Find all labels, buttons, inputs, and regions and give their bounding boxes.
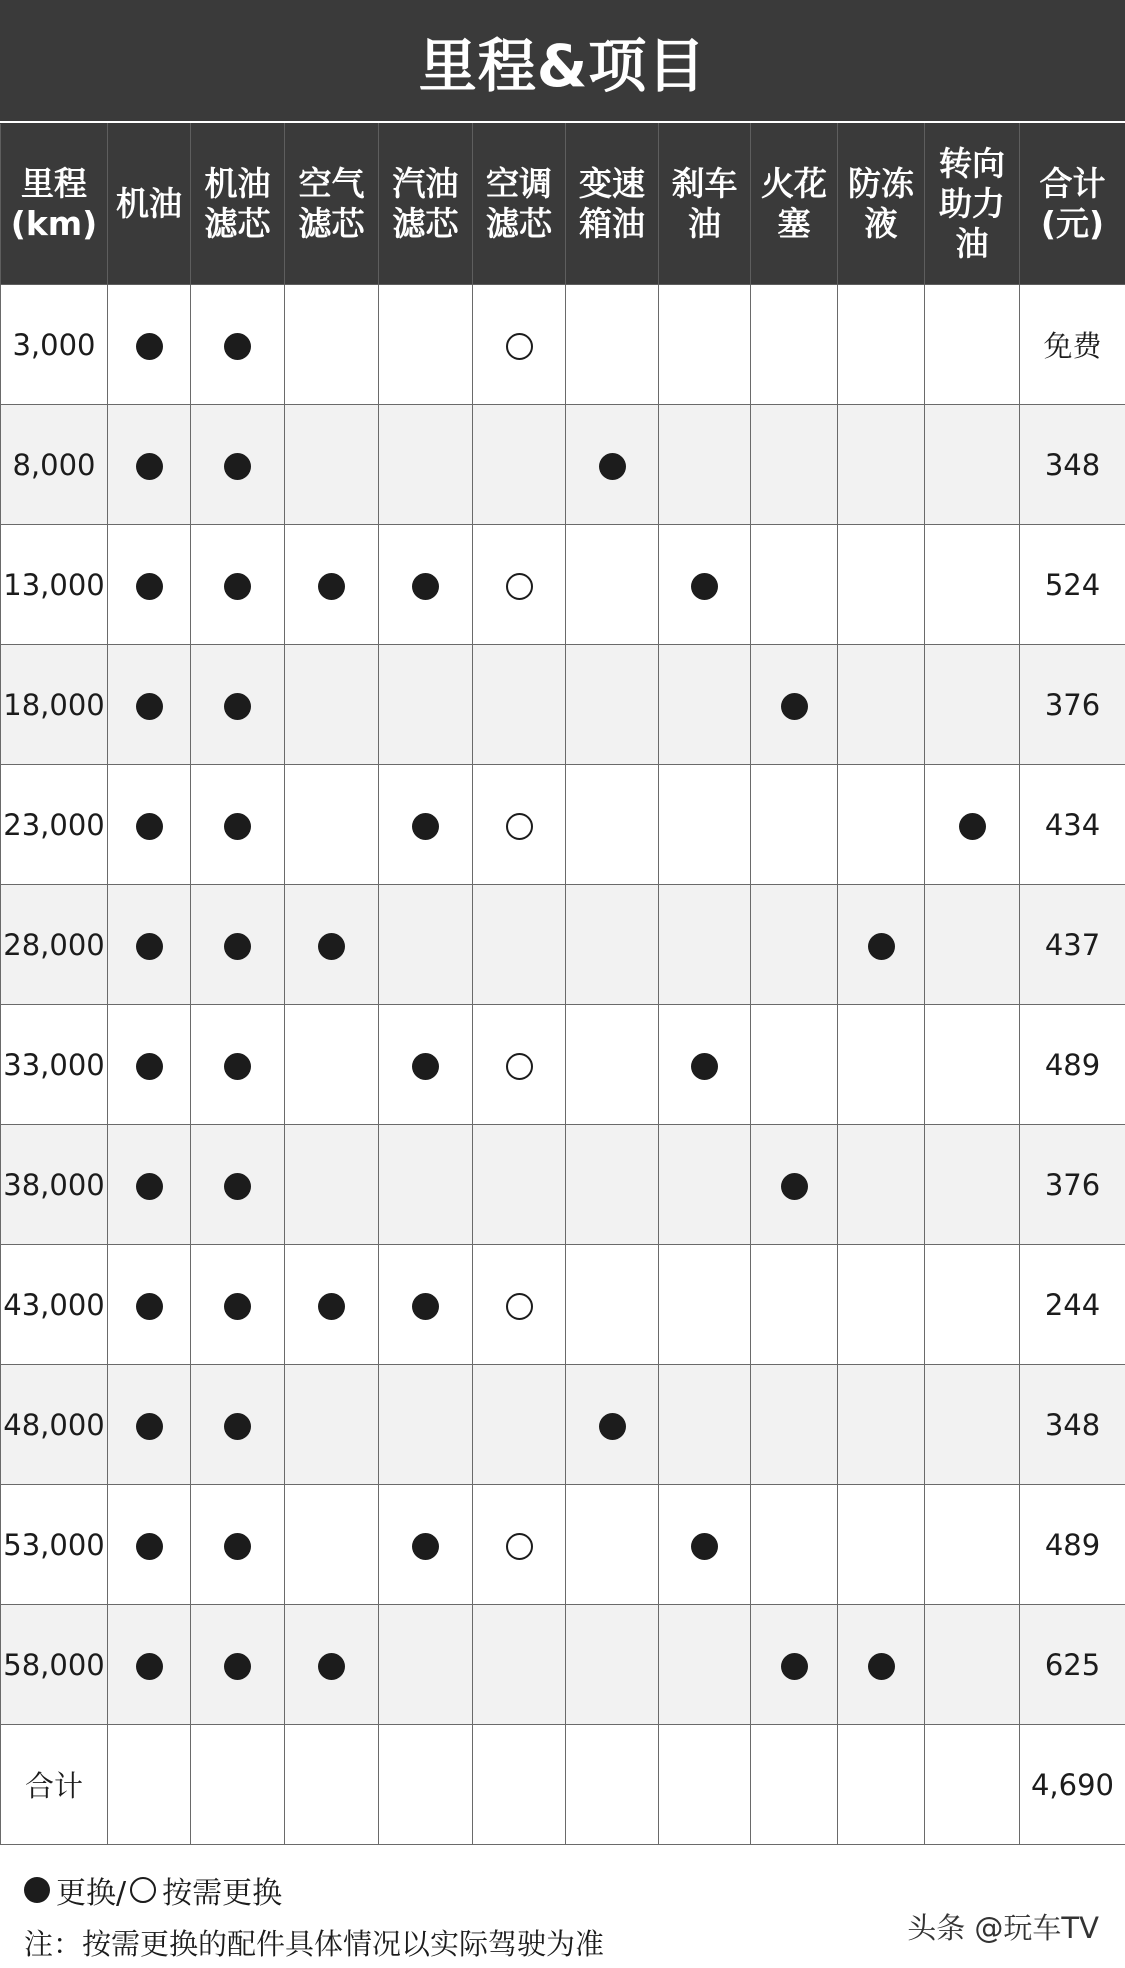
item-cell: [191, 645, 285, 765]
table-row: [1, 525, 1125, 645]
item-cell: [379, 645, 473, 765]
item-cell: [108, 1605, 191, 1725]
item-cell: [751, 765, 838, 885]
filled-circle-icon: [224, 333, 251, 360]
filled-circle-icon: [868, 933, 895, 960]
item-cell: [838, 645, 925, 765]
item-cell: [108, 1125, 191, 1245]
item-cell: [191, 765, 285, 885]
item-cell: [285, 1245, 379, 1365]
filled-circle-icon: [224, 1533, 251, 1560]
item-cell: [191, 1125, 285, 1245]
item-cell: [838, 1005, 925, 1125]
item-cell: [659, 645, 751, 765]
item-cell: [659, 525, 751, 645]
cost-cell: 免费: [1020, 285, 1125, 405]
filled-circle-icon: [599, 453, 626, 480]
header-row: [1, 124, 1125, 285]
item-cell: [566, 285, 659, 405]
item-cell: [473, 405, 566, 525]
legend: [24, 1868, 282, 1912]
item-cell: [925, 645, 1020, 765]
column-header-line: 滤芯: [486, 204, 552, 243]
item-cell: [108, 1485, 191, 1605]
column-header-line: 机油: [204, 164, 271, 203]
legend-empty-label: 按需更换: [162, 1876, 283, 1911]
column-header: [379, 124, 473, 285]
cost-cell: 376: [1020, 645, 1125, 765]
table-row: [1, 405, 1125, 525]
column-header: [1, 124, 108, 285]
cost-cell: 376: [1020, 1125, 1125, 1245]
filled-circle-icon: [136, 1053, 163, 1080]
filled-circle-icon: [224, 1053, 251, 1080]
filled-circle-icon: [691, 1053, 718, 1080]
filled-circle-icon: [224, 693, 251, 720]
item-cell: [191, 1005, 285, 1125]
item-cell: [838, 405, 925, 525]
item-cell: [566, 645, 659, 765]
item-cell: [191, 1365, 285, 1485]
filled-circle-icon: [318, 933, 345, 960]
item-cell: [108, 405, 191, 525]
item-cell: [751, 885, 838, 1005]
item-cell: [751, 1125, 838, 1245]
cost-cell: 434: [1020, 765, 1125, 885]
item-cell: [285, 1125, 379, 1245]
item-cell: [473, 765, 566, 885]
item-cell: [925, 1005, 1020, 1125]
column-header-line: 助力: [939, 184, 1005, 223]
item-cell: [566, 765, 659, 885]
filled-circle-icon: [412, 813, 439, 840]
item-cell: [925, 1245, 1020, 1365]
table-row: [1, 645, 1125, 765]
cost-cell: 348: [1020, 1365, 1125, 1485]
cost-cell: 437: [1020, 885, 1125, 1005]
column-header-line: 合计: [1039, 164, 1106, 203]
item-cell: [473, 1725, 566, 1845]
column-header-line: 空气: [298, 164, 365, 203]
filled-circle-icon: [136, 1413, 163, 1440]
item-cell: [285, 1725, 379, 1845]
item-cell: [379, 1605, 473, 1725]
column-header-line: 变速: [579, 164, 645, 203]
hollow-circle-icon: [506, 573, 533, 600]
item-cell: [838, 1365, 925, 1485]
column-header-line: 机油: [116, 184, 182, 223]
filled-circle-icon: [781, 693, 808, 720]
item-cell: [566, 1605, 659, 1725]
filled-circle-icon: [136, 1653, 163, 1680]
filled-circle-icon: [412, 573, 439, 600]
mileage-cell: 53,000: [1, 1485, 108, 1605]
filled-circle-icon: [691, 573, 718, 600]
mileage-cell: 3,000: [1, 285, 108, 405]
column-header: [108, 124, 191, 285]
item-cell: [379, 1245, 473, 1365]
column-header: [1020, 124, 1125, 285]
item-cell: [566, 885, 659, 1005]
item-cell: [191, 1245, 285, 1365]
filled-circle-icon: [224, 1413, 251, 1440]
item-cell: [751, 405, 838, 525]
item-cell: [659, 405, 751, 525]
item-cell: [751, 1725, 838, 1845]
item-cell: [659, 1605, 751, 1725]
cost-cell: 625: [1020, 1605, 1125, 1725]
item-cell: [473, 525, 566, 645]
column-header-line: 塞: [777, 204, 811, 243]
table-row: [1, 1005, 1125, 1125]
item-cell: [108, 1245, 191, 1365]
item-cell: [925, 285, 1020, 405]
item-cell: [285, 885, 379, 1005]
mileage-cell: 13,000: [1, 525, 108, 645]
item-cell: [566, 405, 659, 525]
watermark: 头条 @玩车TV: [907, 1911, 1099, 1945]
column-header-line: 滤芯: [392, 204, 459, 243]
item-cell: [108, 1005, 191, 1125]
item-cell: [379, 405, 473, 525]
total-label: 合计: [1, 1725, 108, 1845]
item-cell: [285, 1485, 379, 1605]
cost-cell: 244: [1020, 1245, 1125, 1365]
cost-cell: 489: [1020, 1005, 1125, 1125]
filled-circle-icon: [136, 933, 163, 960]
table-row: [1, 1125, 1125, 1245]
total-row: [1, 1725, 1125, 1845]
item-cell: [659, 1005, 751, 1125]
item-cell: [473, 645, 566, 765]
item-cell: [659, 1365, 751, 1485]
column-header: [191, 124, 285, 285]
hollow-circle-icon: [506, 1053, 533, 1080]
column-header-line: 转向: [939, 144, 1005, 183]
filled-circle-icon: [224, 453, 251, 480]
item-cell: [751, 645, 838, 765]
filled-circle-icon: [781, 1653, 808, 1680]
page-title: 里程&项目: [418, 31, 707, 100]
item-cell: [838, 1485, 925, 1605]
column-header: [659, 124, 751, 285]
filled-circle-icon: [24, 1877, 50, 1903]
item-cell: [566, 1245, 659, 1365]
column-header-line: 汽油: [392, 164, 459, 203]
filled-circle-icon: [412, 1053, 439, 1080]
filled-circle-icon: [224, 573, 251, 600]
table-row: [1, 885, 1125, 1005]
item-cell: [751, 1365, 838, 1485]
item-cell: [659, 1125, 751, 1245]
table-row: [1, 1365, 1125, 1485]
item-cell: [108, 1725, 191, 1845]
item-cell: [566, 1125, 659, 1245]
item-cell: [838, 1125, 925, 1245]
item-cell: [191, 1485, 285, 1605]
filled-circle-icon: [136, 813, 163, 840]
item-cell: [751, 525, 838, 645]
item-cell: [108, 285, 191, 405]
footer: [0, 1848, 1125, 1968]
item-cell: [191, 285, 285, 405]
item-cell: [925, 1365, 1020, 1485]
item-cell: [285, 765, 379, 885]
table-row: [1, 1605, 1125, 1725]
filled-circle-icon: [136, 1293, 163, 1320]
item-cell: [473, 1245, 566, 1365]
item-cell: [925, 885, 1020, 1005]
filled-circle-icon: [136, 1173, 163, 1200]
item-cell: [566, 1485, 659, 1605]
footnote: 注：按需更换的配件具体情况以实际驾驶为准: [24, 1927, 605, 1961]
item-cell: [473, 1005, 566, 1125]
maintenance-table: [0, 123, 1125, 1845]
column-header-line: 油: [688, 204, 721, 243]
column-header: [925, 124, 1020, 285]
item-cell: [838, 1245, 925, 1365]
item-cell: [838, 525, 925, 645]
item-cell: [566, 525, 659, 645]
item-cell: [659, 765, 751, 885]
filled-circle-icon: [781, 1173, 808, 1200]
item-cell: [925, 1125, 1020, 1245]
filled-circle-icon: [136, 573, 163, 600]
filled-circle-icon: [599, 1413, 626, 1440]
filled-circle-icon: [136, 333, 163, 360]
total-value: 4,690: [1020, 1725, 1125, 1845]
item-cell: [659, 1245, 751, 1365]
item-cell: [108, 525, 191, 645]
item-cell: [473, 1605, 566, 1725]
item-cell: [108, 645, 191, 765]
table-row: [1, 285, 1125, 405]
item-cell: [925, 405, 1020, 525]
item-cell: [108, 765, 191, 885]
item-cell: [285, 405, 379, 525]
filled-circle-icon: [224, 1653, 251, 1680]
item-cell: [473, 885, 566, 1005]
filled-circle-icon: [136, 1533, 163, 1560]
filled-circle-icon: [318, 1653, 345, 1680]
item-cell: [566, 1725, 659, 1845]
item-cell: [285, 1365, 379, 1485]
filled-circle-icon: [224, 933, 251, 960]
filled-circle-icon: [136, 693, 163, 720]
item-cell: [108, 1365, 191, 1485]
column-header-line: 油: [955, 224, 989, 263]
hollow-circle-icon: [130, 1877, 156, 1903]
item-cell: [285, 1005, 379, 1125]
item-cell: [379, 1005, 473, 1125]
item-cell: [751, 1245, 838, 1365]
column-header: [751, 124, 838, 285]
item-cell: [379, 1485, 473, 1605]
item-cell: [379, 1365, 473, 1485]
filled-circle-icon: [136, 453, 163, 480]
table-body: [1, 285, 1125, 1845]
column-header: [473, 124, 566, 285]
item-cell: [191, 885, 285, 1005]
item-cell: [473, 1365, 566, 1485]
filled-circle-icon: [224, 813, 251, 840]
column-header-line: 防冻: [848, 164, 914, 203]
column-header-line: 刹车: [671, 164, 738, 203]
filled-circle-icon: [224, 1173, 251, 1200]
column-header: [285, 124, 379, 285]
item-cell: [473, 285, 566, 405]
column-header-line: 滤芯: [298, 204, 365, 243]
column-header-line: 里程: [21, 164, 87, 203]
item-cell: [838, 1605, 925, 1725]
filled-circle-icon: [318, 1293, 345, 1320]
column-header-line: (元): [1040, 204, 1105, 243]
legend-full-label: 更换/: [56, 1876, 127, 1911]
column-header-line: 空调: [486, 164, 552, 203]
cost-cell: 348: [1020, 405, 1125, 525]
item-cell: [751, 1005, 838, 1125]
item-cell: [659, 885, 751, 1005]
table-row: [1, 1245, 1125, 1365]
title-bar: [0, 0, 1125, 123]
item-cell: [925, 1605, 1020, 1725]
item-cell: [379, 285, 473, 405]
item-cell: [659, 1485, 751, 1605]
mileage-cell: 18,000: [1, 645, 108, 765]
item-cell: [838, 285, 925, 405]
item-cell: [473, 1125, 566, 1245]
item-cell: [838, 765, 925, 885]
column-header: [566, 124, 659, 285]
column-header-line: 箱油: [579, 204, 645, 243]
item-cell: [838, 1725, 925, 1845]
item-cell: [285, 645, 379, 765]
item-cell: [925, 1485, 1020, 1605]
item-cell: [751, 1485, 838, 1605]
mileage-cell: 23,000: [1, 765, 108, 885]
item-cell: [285, 525, 379, 645]
item-cell: [191, 525, 285, 645]
filled-circle-icon: [691, 1533, 718, 1560]
item-cell: [751, 1605, 838, 1725]
item-cell: [108, 885, 191, 1005]
filled-circle-icon: [868, 1653, 895, 1680]
column-header-line: 火花: [761, 164, 827, 203]
item-cell: [379, 1125, 473, 1245]
item-cell: [191, 405, 285, 525]
item-cell: [838, 885, 925, 1005]
item-cell: [379, 525, 473, 645]
mileage-cell: 33,000: [1, 1005, 108, 1125]
mileage-cell: 28,000: [1, 885, 108, 1005]
mileage-cell: 48,000: [1, 1365, 108, 1485]
item-cell: [379, 765, 473, 885]
mileage-cell: 58,000: [1, 1605, 108, 1725]
mileage-cell: 8,000: [1, 405, 108, 525]
item-cell: [751, 285, 838, 405]
column-header-line: 液: [864, 204, 898, 243]
item-cell: [473, 1485, 566, 1605]
hollow-circle-icon: [506, 1293, 533, 1320]
item-cell: [191, 1725, 285, 1845]
mileage-cell: 38,000: [1, 1125, 108, 1245]
item-cell: [379, 885, 473, 1005]
column-header-line: 滤芯: [204, 204, 271, 243]
item-cell: [566, 1005, 659, 1125]
item-cell: [659, 1725, 751, 1845]
filled-circle-icon: [224, 1293, 251, 1320]
item-cell: [566, 1365, 659, 1485]
mileage-cell: 43,000: [1, 1245, 108, 1365]
item-cell: [191, 1605, 285, 1725]
item-cell: [925, 525, 1020, 645]
table-row: [1, 765, 1125, 885]
cost-cell: 524: [1020, 525, 1125, 645]
hollow-circle-icon: [506, 1533, 533, 1560]
item-cell: [925, 1725, 1020, 1845]
filled-circle-icon: [318, 573, 345, 600]
hollow-circle-icon: [506, 333, 533, 360]
item-cell: [659, 285, 751, 405]
cost-cell: 489: [1020, 1485, 1125, 1605]
column-header: [838, 124, 925, 285]
filled-circle-icon: [412, 1293, 439, 1320]
hollow-circle-icon: [506, 813, 533, 840]
item-cell: [379, 1725, 473, 1845]
table-row: [1, 1485, 1125, 1605]
filled-circle-icon: [412, 1533, 439, 1560]
item-cell: [285, 285, 379, 405]
item-cell: [285, 1605, 379, 1725]
filled-circle-icon: [959, 813, 986, 840]
item-cell: [925, 765, 1020, 885]
column-header-line: (km): [10, 204, 98, 243]
